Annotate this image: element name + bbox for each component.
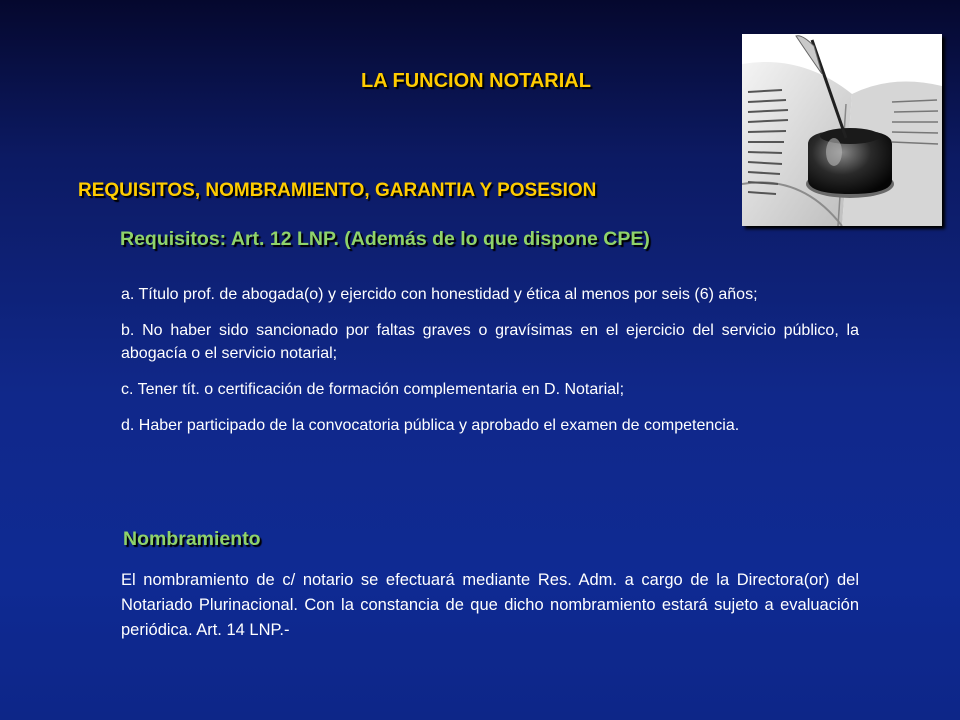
section-subtitle: REQUISITOS, NOMBRAMIENTO, GARANTIA Y POSESION: [78, 180, 597, 201]
requisitos-heading: Requisitos: Art. 12 LNP. (Además de lo que dispone CPE): [120, 228, 650, 250]
book-quill-icon: [742, 34, 942, 226]
nombramiento-heading: Nombramiento: [123, 528, 261, 550]
list-item: b. No haber sido sancionado por faltas graves o gravísimas en el ejercicio del servicio público, la abogacía o el servicio notarial;: [121, 322, 859, 362]
list-item: d. Haber participado de la convocatoria pública y aprobado el examen de competencia.: [121, 417, 740, 434]
nombramiento-paragraph: El nombramiento de c/ notario se efectuará mediante Res. Adm. a cargo de la Directora(or) del Notariado Plurinacional. Con la constancia de que dicho nombramiento estará sujeto a evaluación periódica. Art. 14 LNP.-: [121, 571, 859, 639]
slide-title: LA FUNCION NOTARIAL: [361, 70, 591, 92]
list-item: c. Tener tít. o certificación de formación complementaria en D. Notarial;: [121, 381, 625, 398]
book-quill-image: [742, 34, 942, 226]
requisitos-list: [121, 283, 859, 450]
list-item: a. Título prof. de abogada(o) y ejercido con honestidad y ética al menos por seis (6) años;: [121, 286, 758, 303]
